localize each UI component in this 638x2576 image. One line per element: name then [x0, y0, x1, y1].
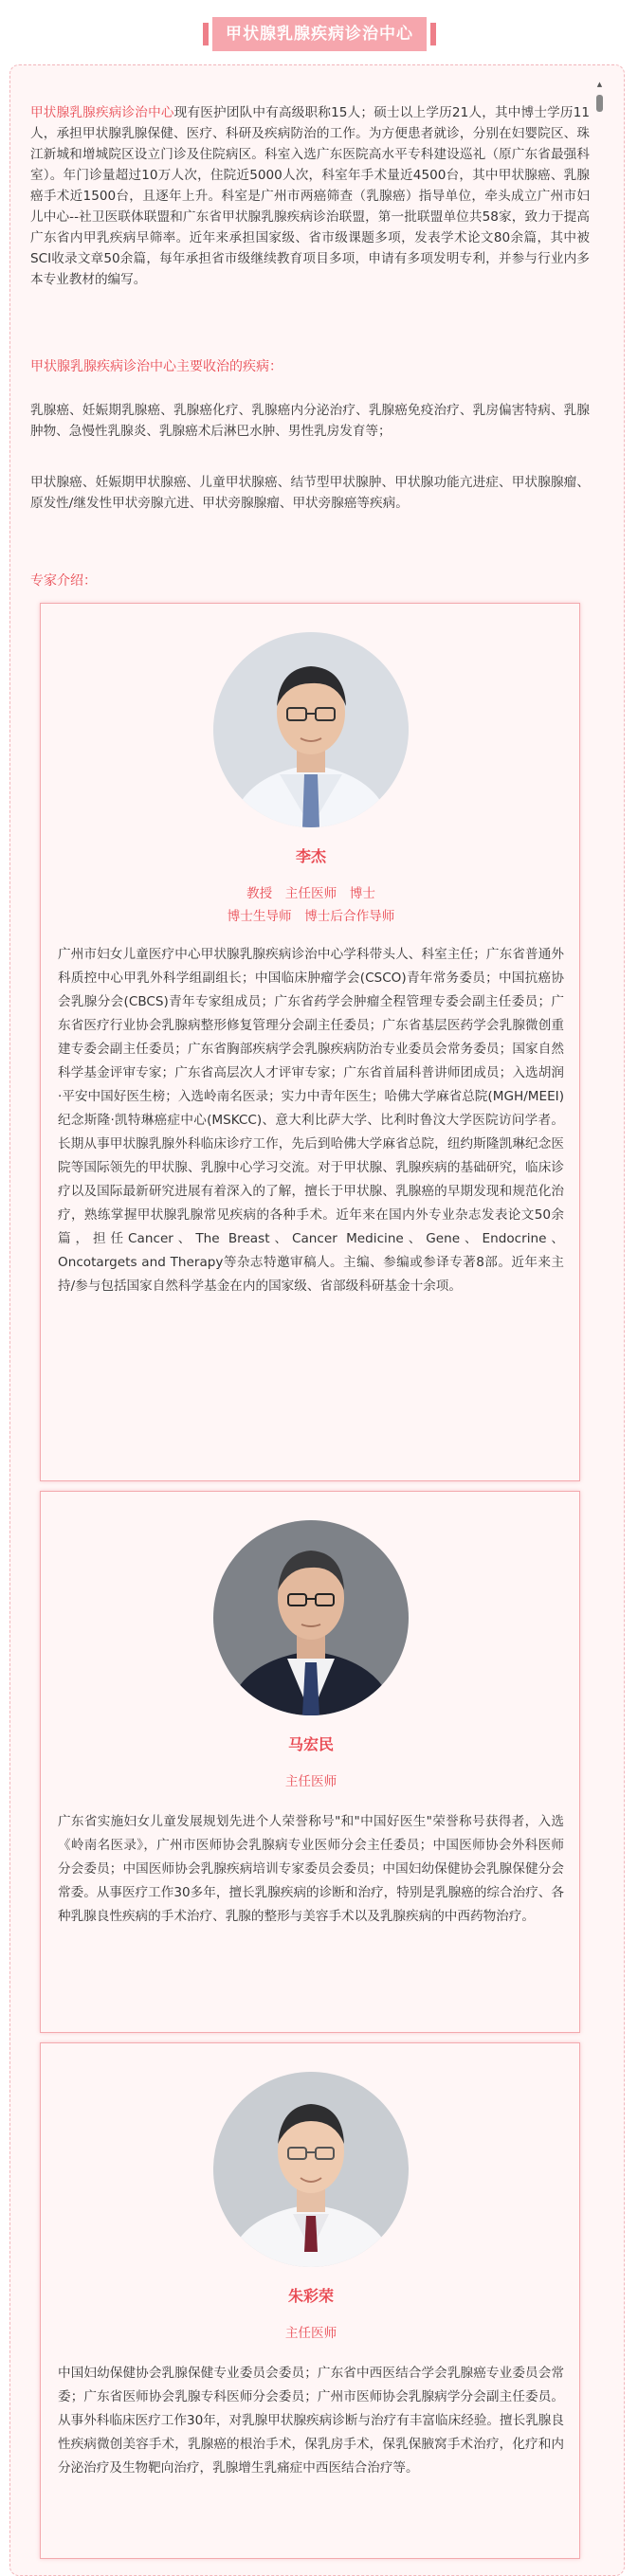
expert-titles [41, 882, 581, 928]
intro-paragraph [30, 102, 590, 290]
intro-text: 现有医护团队中有高级职称15人；硕士以上学历21人，其中博士学历11人，承担甲状腺乳腺保健、医疗、科研及疾病防治的工作。为方便患者就诊，分别在妇婴院区、珠江新城和增城院区设立门诊及住院病区。科室入选广东医院高水平专科建设巡礼（原广东省最强科室）。年门诊量超过10万人次，住院近5000人次，科室年手术量近4500台，其中甲状腺癌、乳腺癌手术近1500台，且逐年上升。科室是广州市两癌筛查（乳腺癌）指导单位，牵头成立广州市妇儿中心--社卫医联体联盟和广东省甲状腺乳腺疾病诊治联盟，第一批联盟单位共58家，致力于提高广东省内甲乳疾病早筛率。近年来承担国家级、省市级课题多项，发表学术论文80余篇，其中被SCI收录文章50余篇，每年承担省市级继续教育项目多项，申请有多项发明专利，并参与行业内多本专业教材的编写。 [30, 105, 591, 287]
diseases-heading: 甲状腺乳腺疾病诊治中心主要收治的疾病： [30, 359, 283, 374]
expert-card [40, 1491, 580, 2033]
breast-diseases: 乳腺癌、妊娠期乳腺癌、乳腺癌化疗、乳腺癌内分泌治疗、乳腺癌免疫治疗、乳房偏害特病、乳腺肿物、急慢性乳腺炎、乳腺癌术后淋巴水肿、男性乳房发育等； [30, 403, 590, 439]
expert-title-line: 教授 主任医师 博士 [246, 886, 375, 901]
expert-title-line: 主任医师 [284, 2326, 337, 2341]
expert-photo [213, 2072, 409, 2267]
expert-bio: 广东省实施妇女儿童发展规划先进个人荣誉称号"和"中国好医生"荣誉称号获得者，入选《岭南名医录》，广州市医师协会乳腺病专业医师分会主任委员；中国医师协会外科医师分会委员；中国医师协会乳腺疾病培训专家委员会委员；中国妇幼保健协会乳腺保健分会常委。从事医疗工作30多年，擅长乳腺疾病的诊断和治疗，特别是乳腺癌的综合治疗、各种乳腺良性疾病的手术治疗、乳腺的整形与美容手术以及乳腺疾病的中西药物治疗。 [58, 1814, 564, 1924]
expert-bio: 广州市妇女儿童医疗中心甲状腺乳腺疾病诊治中心学科带头人、科室主任；广东省普通外科质控中心甲乳外科学组副组长；中国临床肿瘤学会(CSCO)青年常务委员；中国抗癌协会乳腺分会(CBCS)青年专家组成员；广东省药学会肿瘤全程管理专委会副主任委员；广东省医疗行业协会乳腺病整形修复管理分会副主任委员；广东省基层医药学会乳腺微创重建专委会副主任委员；广东省胸部疾病学会乳腺疾病防治专业委员会常务委员；国家自然科学基金评审专家；广东省高层次人才评审专家；广东省首届科普讲师团成员；入选胡润·平安中国好医生榜；入选岭南名医录；实力中青年医生；哈佛大学麻省总院(MGH/MEEI)纪念斯隆·凯特琳癌症中心(MSKCC)、意大利比萨大学、比利时鲁汶大学医院访问学者。长期从事甲状腺乳腺外科临床诊疗工作，先后到哈佛大学麻省总院，纽约斯隆凯琳纪念医院等国际领先的甲状腺、乳腺中心学习交流。对于甲状腺、乳腺疾病的基础研究，临床诊疗以及国际最新研究进展有着深入的了解，擅长于甲状腺、乳腺癌的早期发现和规范化治疗，熟练掌握甲状腺乳腺常见疾病的各种手术。近年来在国内外专业杂志发表论文50余篇，担任Cancer、The Breast、Cancer Medicine、Gene、Endocrine、Oncotargets and Therapy等杂志特邀审稿人。主编、参编或参译专著8部。近年来主持/参与包括国家自然科学基金在内的国家级、省部级科研基金十余项。 [58, 947, 564, 1294]
expert-title-line: 博士生导师 博士后合作导师 [227, 909, 395, 924]
expert-titles [41, 1770, 581, 1793]
experts-heading: 专家介绍： [30, 573, 97, 589]
expert-photo [213, 1520, 409, 1715]
title-area [0, 17, 638, 55]
page-title: 甲状腺乳腺疾病诊治中心 [212, 17, 427, 51]
thyroid-diseases: 甲状腺癌、妊娠期甲状腺癌、儿童甲状腺癌、结节型甲状腺肿、甲状腺功能亢进症、甲状腺腺瘤、原发性/继发性甲状旁腺亢进、甲状旁腺腺瘤、甲状旁腺癌等疾病。 [30, 475, 590, 511]
expert-name: 李杰 [295, 847, 326, 865]
expert-titles [41, 2322, 581, 2345]
expert-photo [213, 632, 409, 827]
intro-lead: 甲状腺乳腺疾病诊治中心 [30, 105, 174, 120]
expert-name: 朱彩荣 [287, 2287, 334, 2305]
expert-card [40, 2042, 580, 2559]
expert-name: 马宏民 [287, 1735, 334, 1753]
expert-title-line: 主任医师 [284, 1774, 337, 1789]
expert-card [40, 603, 580, 1481]
scrollbar-thumb[interactable] [596, 95, 603, 112]
scroll-up-arrow-icon[interactable]: ▲ [596, 81, 603, 88]
expert-bio: 中国妇幼保健协会乳腺保健专业委员会委员；广东省中西医结合学会乳腺癌专业委员会常委；广东省医师协会乳腺专科医师分会委员；广州市医师协会乳腺病学分会副主任委员。从事外科临床医疗工作30年，对乳腺甲状腺疾病诊断与治疗有丰富临床经验。擅长乳腺良性疾病微创美容手术，乳腺癌的根治手术，保乳房手术，保乳保腋窝手术治疗，化疗和内分泌治疗及生物靶向治疗，乳腺增生乳痛症中西医结合治疗等。 [58, 2366, 564, 2476]
